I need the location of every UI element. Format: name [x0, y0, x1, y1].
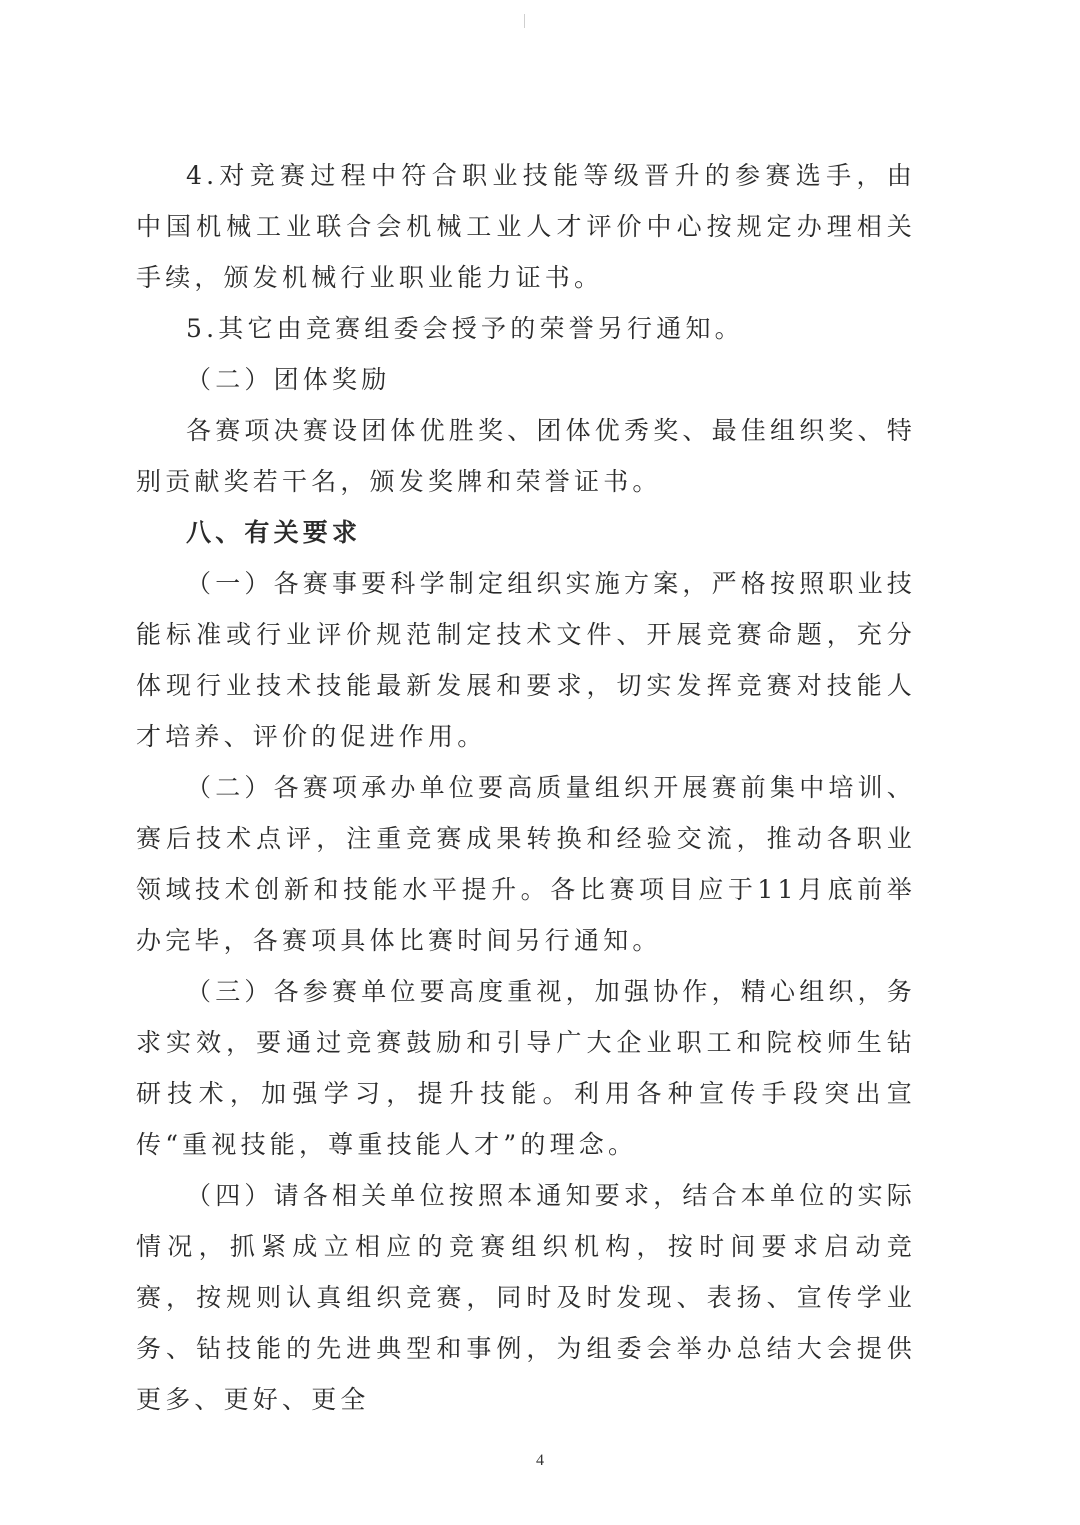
paragraph-requirement-1: （一）各赛事要科学制定组织实施方案，严格按照职业技能标准或行业评价规范制定技术文件、开展竞赛命题，充分体现行业技术技能最新发展和要求，切实发挥竞赛对技能人才培养、评价的促进作用。 [136, 569, 917, 751]
paragraph-award-certificate: 4.对竞赛过程中符合职业技能等级晋升的参赛选手，由中国机械工业联合会机械工业人才评价中心按规定办理相关手续，颁发机械行业职业能力证书。 [136, 161, 916, 292]
subheading-team-awards: （二）团体奖励 [186, 365, 391, 394]
page-number: 4 [536, 1452, 544, 1469]
paragraph-requirement-3: （三）各参赛单位要高度重视，加强协作，精心组织，务求实效，要通过竞赛鼓励和引导广大企业职工和院校师生钻研技术，加强学习，提升技能。利用各种宣传手段突出宣传“重视技能，尊重技能人才”的理念。 [136, 977, 917, 1159]
paragraph-team-awards: 各赛项决赛设团体优胜奖、团体优秀奖、最佳组织奖、特别贡献奖若干名，颁发奖牌和荣誉证书。 [136, 416, 917, 496]
paragraph-requirement-2: （二）各赛项承办单位要高质量组织开展赛前集中培训、赛后技术点评，注重竞赛成果转换和经验交流，推动各职业领域技术创新和技能水平提升。各比赛项目应于11月底前举办完毕，各赛项具体比赛时间另行通知。 [136, 773, 917, 955]
section-heading-requirements: 八、有关要求 [186, 518, 362, 547]
paragraph-other-honors: 5.其它由竞赛组委会授予的荣誉另行通知。 [186, 314, 744, 343]
paragraph-requirement-4: （四）请各相关单位按照本通知要求，结合本单位的实际情况，抓紧成立相应的竞赛组织机构，按时间要求启动竞赛，按规则认真组织竞赛，同时及时发现、表扬、宣传学业务、钻技能的先进典型和事例，为组委会举办总结大会提供更多、更好、更全 [136, 1181, 917, 1414]
page-top-mark [524, 14, 525, 28]
document-body [136, 150, 916, 1425]
